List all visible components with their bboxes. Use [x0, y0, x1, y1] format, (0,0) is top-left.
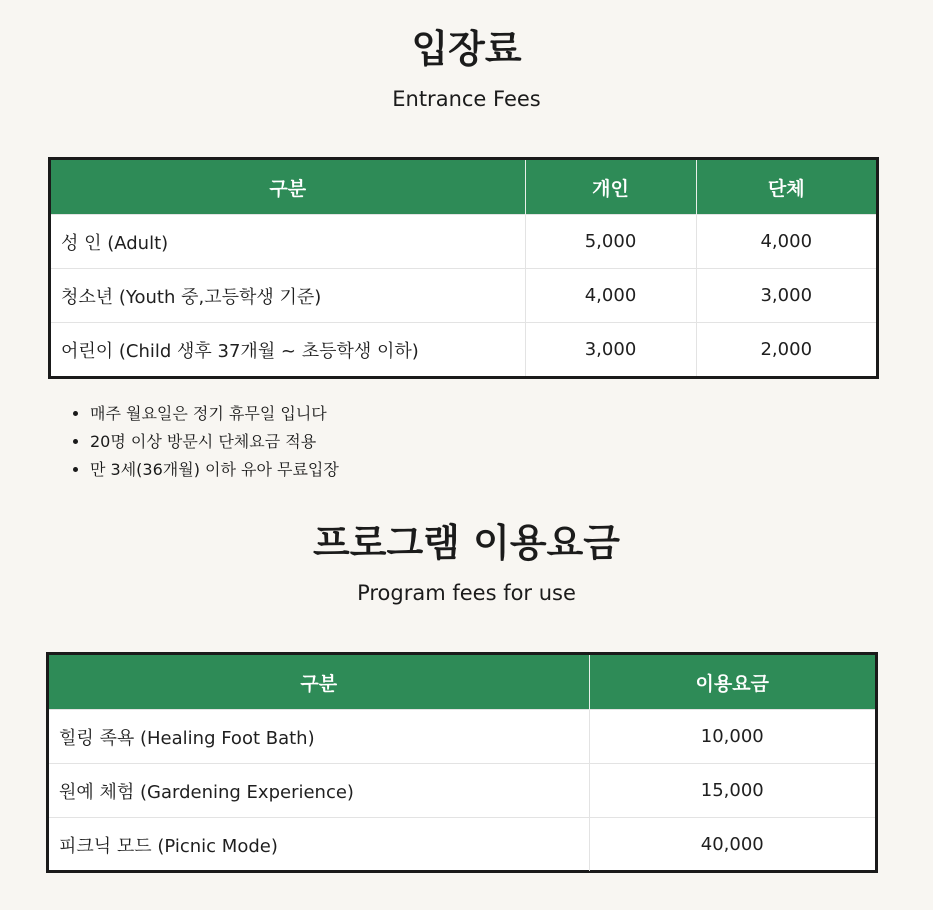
table-row	[51, 269, 876, 323]
table-row	[49, 818, 875, 872]
fee-notes-list	[70, 400, 339, 484]
table-row	[49, 710, 875, 764]
program-fees-subtitle: Program fees for use	[357, 581, 576, 605]
program-fee: 10,000	[589, 710, 875, 764]
group-fee: 4,000	[696, 215, 876, 269]
program-name: 원예 체험 (Gardening Experience)	[49, 764, 589, 818]
program-fees-title: 프로그램 이용요금	[313, 521, 620, 565]
list-item: • 만 3세(36개월) 이하 유아 무료입장	[90, 456, 339, 484]
table-row	[49, 764, 875, 818]
list-item: • 매주 월요일은 정기 휴무일 입니다	[90, 400, 339, 428]
row-category: 어린이 (Child 생후 37개월 ~ 초등학생 이하)	[51, 323, 525, 377]
entrance-fees-subtitle: Entrance Fees	[392, 87, 541, 111]
program-fees-table	[46, 652, 878, 873]
table-header-row	[51, 160, 876, 215]
column-header-category: 구분	[51, 160, 525, 215]
program-name: 힐링 족욕 (Healing Foot Bath)	[49, 710, 589, 764]
list-item: • 20명 이상 방문시 단체요금 적용	[90, 428, 339, 456]
table-header-row	[49, 655, 875, 710]
entrance-fees-table	[48, 157, 879, 379]
column-header-category: 구분	[49, 655, 589, 710]
entrance-fees-title: 입장료	[411, 27, 522, 71]
individual-fee: 5,000	[525, 215, 696, 269]
group-fee: 2,000	[696, 323, 876, 377]
individual-fee: 4,000	[525, 269, 696, 323]
group-fee: 3,000	[696, 269, 876, 323]
program-fee: 40,000	[589, 818, 875, 872]
table-row	[51, 215, 876, 269]
column-header-fee: 이용요금	[589, 655, 875, 710]
program-fee: 15,000	[589, 764, 875, 818]
program-name: 피크닉 모드 (Picnic Mode)	[49, 818, 589, 872]
row-category: 청소년 (Youth 중,고등학생 기준)	[51, 269, 525, 323]
table-row	[51, 323, 876, 377]
column-header-individual: 개인	[525, 160, 696, 215]
row-category: 성 인 (Adult)	[51, 215, 525, 269]
column-header-group: 단체	[696, 160, 876, 215]
individual-fee: 3,000	[525, 323, 696, 377]
